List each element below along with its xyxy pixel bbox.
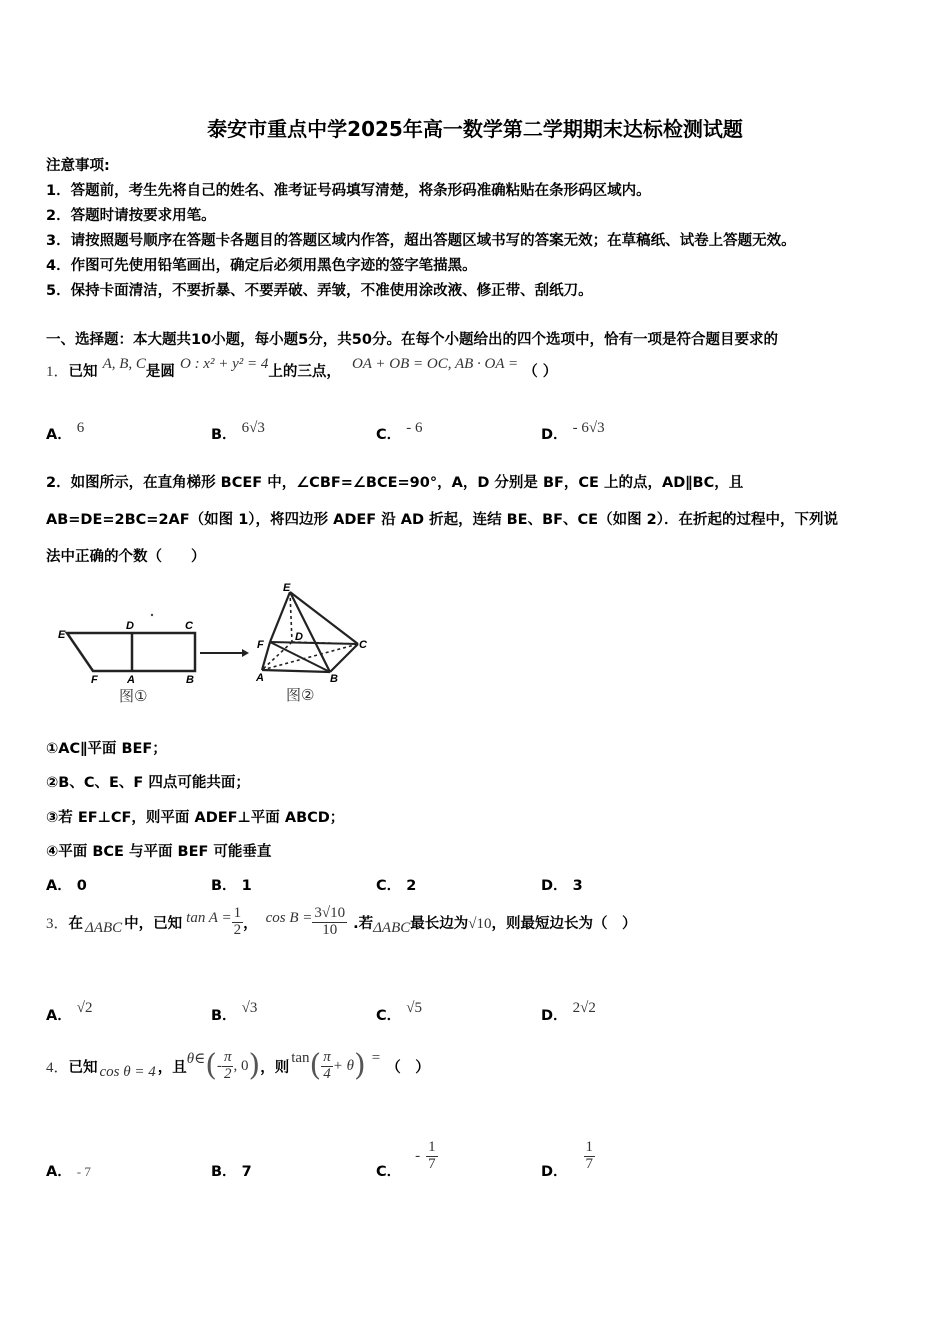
question-number: 4．: [46, 1059, 69, 1076]
arrow-icon: [198, 646, 250, 660]
q3-text: ，: [243, 915, 258, 932]
figure-2: [248, 580, 378, 708]
fig2-label-e: E: [283, 582, 291, 594]
frac-denominator: 7: [428, 1156, 436, 1172]
notice-item: 3．请按照题号顺序在答题卡各题目的答题区域内作答，超出答题区域书写的答案无效；在草稿纸、试卷上答题无效。: [46, 233, 796, 249]
fig1-label-d: D: [126, 620, 134, 632]
q1-option-d[interactable]: D． - 6√3: [541, 420, 605, 443]
q3-math-root: √10: [468, 915, 492, 932]
q3-text: 在: [68, 915, 84, 932]
question-3: [46, 906, 636, 939]
q3-text: 最长边为: [410, 915, 469, 932]
q4-option-b[interactable]: B． 7: [211, 1164, 252, 1180]
q4-text: 已知: [68, 1059, 98, 1076]
q4-option-c[interactable]: C． - $\frac{1}{7}$: [376, 1139, 436, 1180]
q1-text: 上的三点，: [268, 364, 341, 380]
q1-option-a[interactable]: A． 6: [46, 420, 85, 443]
q2-statement: ①AC∥平面 BEF；: [46, 741, 167, 757]
notice-item: 2．答题时请按要求用笔。: [46, 208, 216, 224]
q4-option-a[interactable]: A． - 7: [46, 1164, 91, 1180]
figure-1: [55, 605, 215, 707]
question-number: 1．: [46, 364, 69, 380]
frac-numerator: 1: [428, 1139, 436, 1156]
q4-math-theta: + θ: [332, 1057, 355, 1074]
q2-statement: ④平面 BCE 与平面 BEF 可能垂直: [46, 844, 272, 860]
question-1: [46, 356, 558, 381]
frac-denominator: 10: [322, 921, 338, 938]
q1-option-b[interactable]: B． 6√3: [211, 420, 265, 443]
frac-denominator: 4: [323, 1065, 331, 1082]
frac-numerator: π: [323, 1049, 331, 1065]
option-sign: -: [415, 1148, 421, 1164]
q3-math-cos: cos B =: [265, 909, 313, 926]
frac-denominator: 7: [585, 1156, 594, 1172]
q3-option-a[interactable]: A． √2: [46, 1000, 93, 1024]
option-value: - 6√3: [572, 420, 605, 436]
q1-math-points: A, B, C: [102, 356, 146, 372]
question-2-line1: 2．如图所示，在直角梯形 BCEF 中，∠CBF=∠BCE=90°，A，D 分别是 BF，CE 上的点，AD∥BC，且: [46, 475, 744, 491]
fig1-label-a: A: [127, 674, 135, 686]
frac-numerator: π: [223, 1049, 232, 1065]
q4-math-minus: -: [216, 1057, 222, 1074]
option-value: √5: [406, 1000, 422, 1016]
page-title: 泰安市重点中学2025年高一数学第二学期期末达标检测试题: [207, 117, 743, 141]
option-value: - 7: [76, 1164, 91, 1179]
q2-statement: ③若 EF⊥CF，则平面 ADEF⊥平面 ABCD；: [46, 810, 345, 826]
frac-numerator: 1: [233, 905, 242, 921]
q3-math-triangle: ΔABC: [373, 919, 411, 936]
option-value: - 6: [406, 420, 423, 436]
q4-math-tan: tan: [291, 1049, 310, 1066]
q3-option-c[interactable]: C． √5: [376, 1000, 422, 1024]
q3-text: 中，已知: [124, 915, 183, 932]
q2-option-c[interactable]: C． 2: [376, 878, 417, 894]
option-value: 2√2: [572, 1000, 596, 1016]
q1-blank: （ ）: [523, 364, 558, 380]
option-value: 6√3: [241, 420, 265, 436]
q4-math-theta: θ∈: [186, 1050, 206, 1067]
q4-text: ，且: [157, 1059, 187, 1076]
question-4: 4． 已知 cos θ = 4 ，且 θ∈ ( - $\frac{\pi}{2}$ , 0 ) ，则 tan ( $\frac{\pi}{4}$ + θ ) = （ ）: [46, 1048, 430, 1084]
notice-heading: 注意事项:: [46, 158, 110, 174]
q3-option-d[interactable]: D． 2√2: [541, 1000, 596, 1024]
q3-option-b[interactable]: B． √3: [211, 1000, 258, 1024]
q4-math-zero: , 0: [233, 1057, 249, 1074]
q4-blank: （ ）: [386, 1059, 430, 1076]
question-number: 3．: [46, 915, 69, 932]
fig2-label-b: B: [330, 673, 338, 685]
fig2-label-f: F: [257, 639, 264, 651]
fig2-label-c: C: [359, 639, 367, 651]
q1-option-c[interactable]: C． - 6: [376, 420, 423, 443]
option-value: 7: [241, 1164, 252, 1180]
q3-blank: ，则最短边长为（ ）: [491, 915, 637, 932]
frac-numerator: 3√10: [314, 905, 346, 921]
frac-denominator: 2: [233, 921, 242, 938]
option-value: √3: [241, 1000, 258, 1016]
q4-text: ，则: [260, 1059, 290, 1076]
fig2-caption: 图②: [286, 686, 315, 704]
notice-item: 5．保持卡面清洁，不要折暴、不要弄破、弄皱，不准使用涂改液、修正带、刮纸刀。: [46, 283, 593, 299]
q2-option-b[interactable]: B． 1: [211, 878, 252, 894]
section-heading: 一、选择题：本大题共10小题，每小题5分，共50分。在每个小题给出的四个选项中，恰有一项是符合题目要求的: [46, 332, 778, 348]
q1-math-circle: O : x² + y² = 4: [179, 356, 269, 372]
q2-statement: ②B、C、E、F 四点可能共面；: [46, 775, 250, 791]
fig1-caption: 图①: [119, 687, 148, 705]
q4-math-cos: cos θ = 4: [99, 1063, 156, 1080]
q1-math-vectors: OA + OB = OC, AB · OA =: [351, 356, 519, 372]
q3-text: .若: [353, 915, 374, 932]
option-value: 6: [76, 420, 85, 436]
fig2-label-a: A: [256, 672, 264, 684]
q1-text: 是圆: [145, 364, 175, 380]
fig2-label-d: D: [295, 631, 303, 643]
q4-math-equals: =: [371, 1049, 381, 1066]
question-2-line3: 法中正确的个数（ ）: [46, 549, 206, 565]
q2-option-a[interactable]: A． 0: [46, 878, 87, 894]
question-2-line2: AB=DE=2BC=2AF（如图 1），将四边形 ADEF 沿 AD 折起，连结 BE、BF、CE（如图 2）．在折起的过程中，下列说: [46, 512, 838, 528]
frac-numerator: 1: [585, 1139, 594, 1156]
notice-item: 1．答题前，考生先将自己的姓名、准考证号码填写清楚，将条形码准确粘贴在条形码区域内。: [46, 183, 651, 199]
q1-text: 已知: [68, 364, 98, 380]
option-value: √2: [76, 1000, 93, 1016]
frac-denominator: 2: [223, 1065, 232, 1082]
q3-math-tan: tan A =: [186, 909, 232, 926]
fig1-label-f: F: [91, 674, 98, 686]
q4-option-d[interactable]: D． $\frac{1}{7}$: [541, 1139, 594, 1180]
fig1-label-b: B: [186, 674, 194, 686]
fig1-label-e: E: [58, 629, 66, 641]
q2-option-d[interactable]: D． 3: [541, 878, 583, 894]
q3-math-triangle: ΔABC: [85, 919, 123, 936]
fig1-label-c: C: [185, 620, 193, 632]
notice-item: 4．作图可先使用铅笔画出，确定后必须用黑色字迹的签字笔描黑。: [46, 258, 477, 274]
